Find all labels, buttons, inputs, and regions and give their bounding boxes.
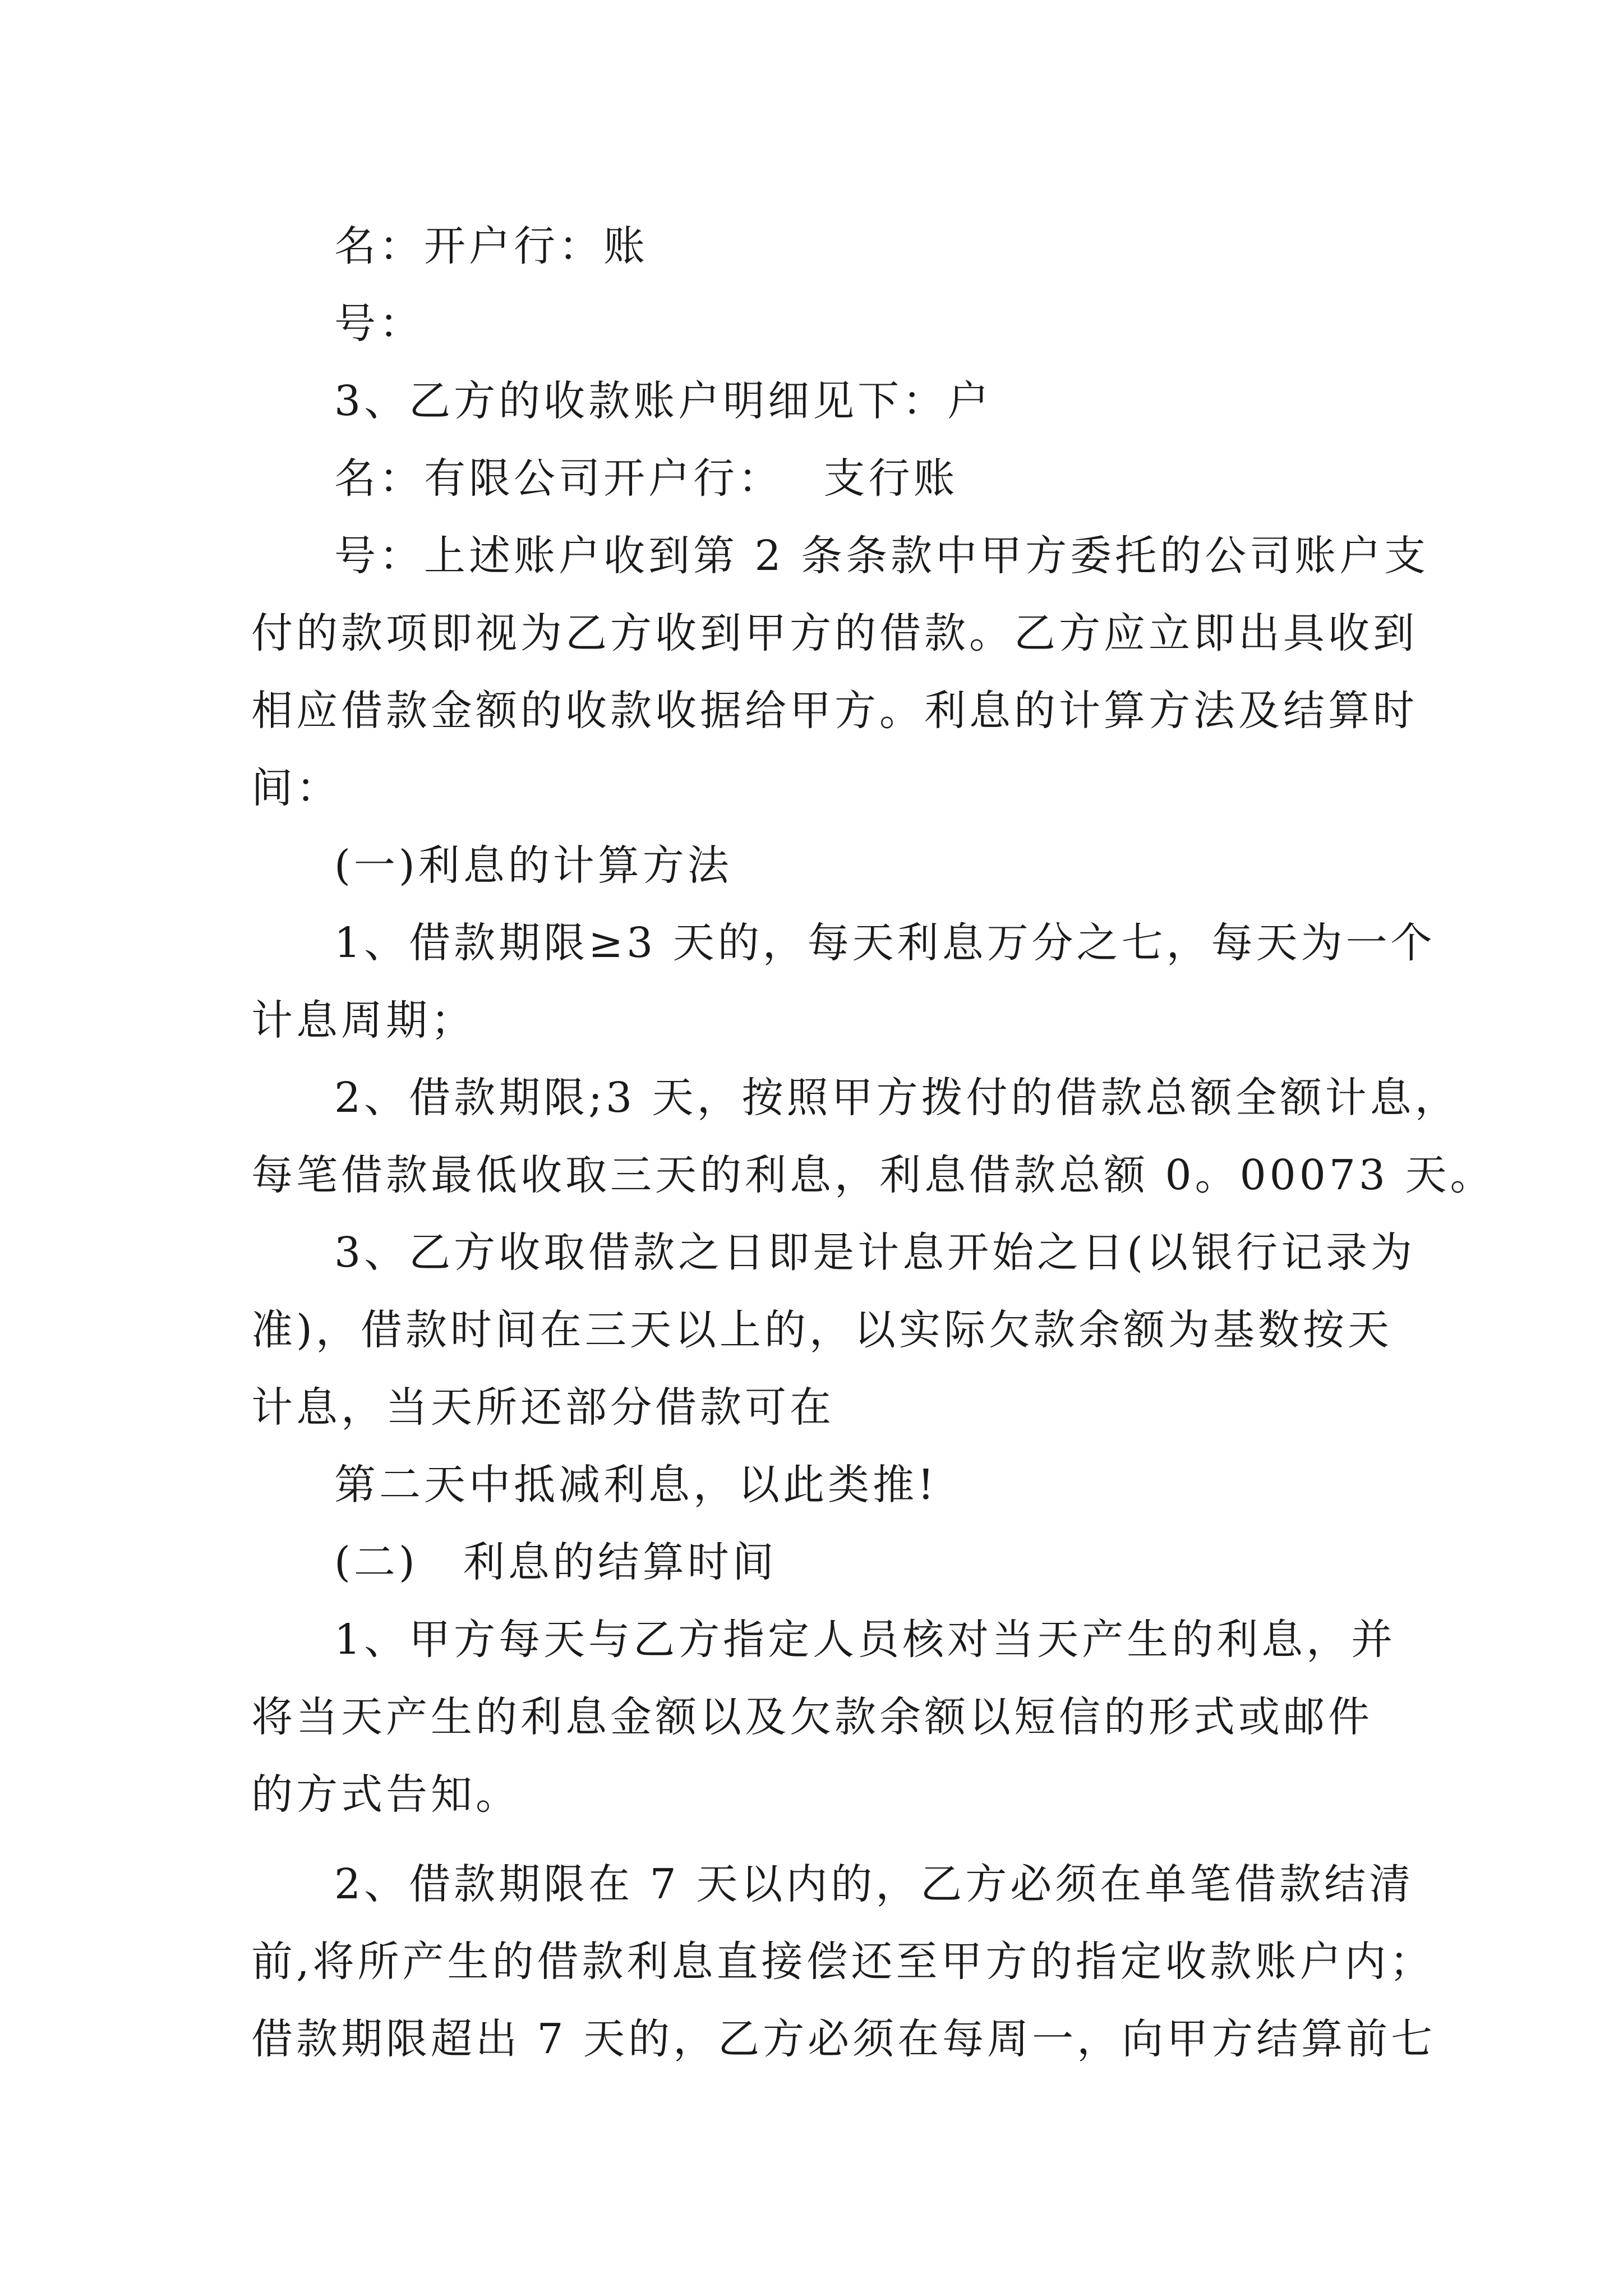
text-line: 3、乙方的收款账户明细见下：户 bbox=[334, 377, 993, 425]
text-line: 名：有限公司开户行： 支行账 bbox=[334, 454, 958, 503]
text-line: 2、借款期限在 7 天以内的，乙方必须在单笔借款结清 bbox=[334, 1860, 1414, 1908]
text-line: 1、甲方每天与乙方指定人员核对当天产生的利息，并 bbox=[334, 1616, 1396, 1664]
text-line: 的方式告知。 bbox=[251, 1770, 520, 1819]
text-line: 3、乙方收取借款之日即是计息开始之日(以银行记录为 bbox=[334, 1228, 1415, 1277]
text-line: 第二天中抵减利息，以此类推! bbox=[334, 1461, 938, 1509]
section-heading: (一)利息的计算方法 bbox=[334, 841, 732, 890]
text-line: 前,将所产生的借款利息直接偿还至甲方的指定收款账户内； bbox=[251, 1938, 1435, 1986]
text-line: 将当天产生的利息金额以及欠款余额以短信的形式或邮件 bbox=[251, 1693, 1373, 1741]
text-line: 名：开户行：账 bbox=[334, 222, 648, 270]
text-line: 号： bbox=[334, 300, 424, 348]
text-line: 付的款项即视为乙方收到甲方的借款。乙方应立即出具收到 bbox=[251, 609, 1418, 657]
text-line: 间： bbox=[251, 764, 341, 812]
text-line: 借款期限超出 7 天的，乙方必须在每周一，向甲方结算前七 bbox=[251, 2015, 1436, 2063]
section-heading: (二) 利息的结算时间 bbox=[334, 1538, 777, 1586]
text-line: 1、借款期限≥3 天的，每天利息万分之七，每天为一个 bbox=[334, 919, 1436, 967]
document-body bbox=[251, 208, 1495, 2078]
text-line: 每笔借款最低收取三天的利息，利息借款总额 0。00073 天。 bbox=[251, 1151, 1495, 1199]
text-line: 号：上述账户收到第 2 条条款中甲方委托的公司账户支 bbox=[334, 532, 1430, 580]
text-line: 计息周期； bbox=[251, 996, 476, 1045]
text-line: 计息，当天所还部分借款可在 bbox=[251, 1383, 834, 1432]
text-line: 准)，借款时间在三天以上的，以实际欠款余额为基数按天 bbox=[251, 1306, 1393, 1354]
text-line: 2、借款期限;3 天，按照甲方拨付的借款总额全额计息， bbox=[334, 1074, 1460, 1122]
text-line: 相应借款金额的收款收据给甲方。利息的计算方法及结算时 bbox=[251, 687, 1418, 735]
